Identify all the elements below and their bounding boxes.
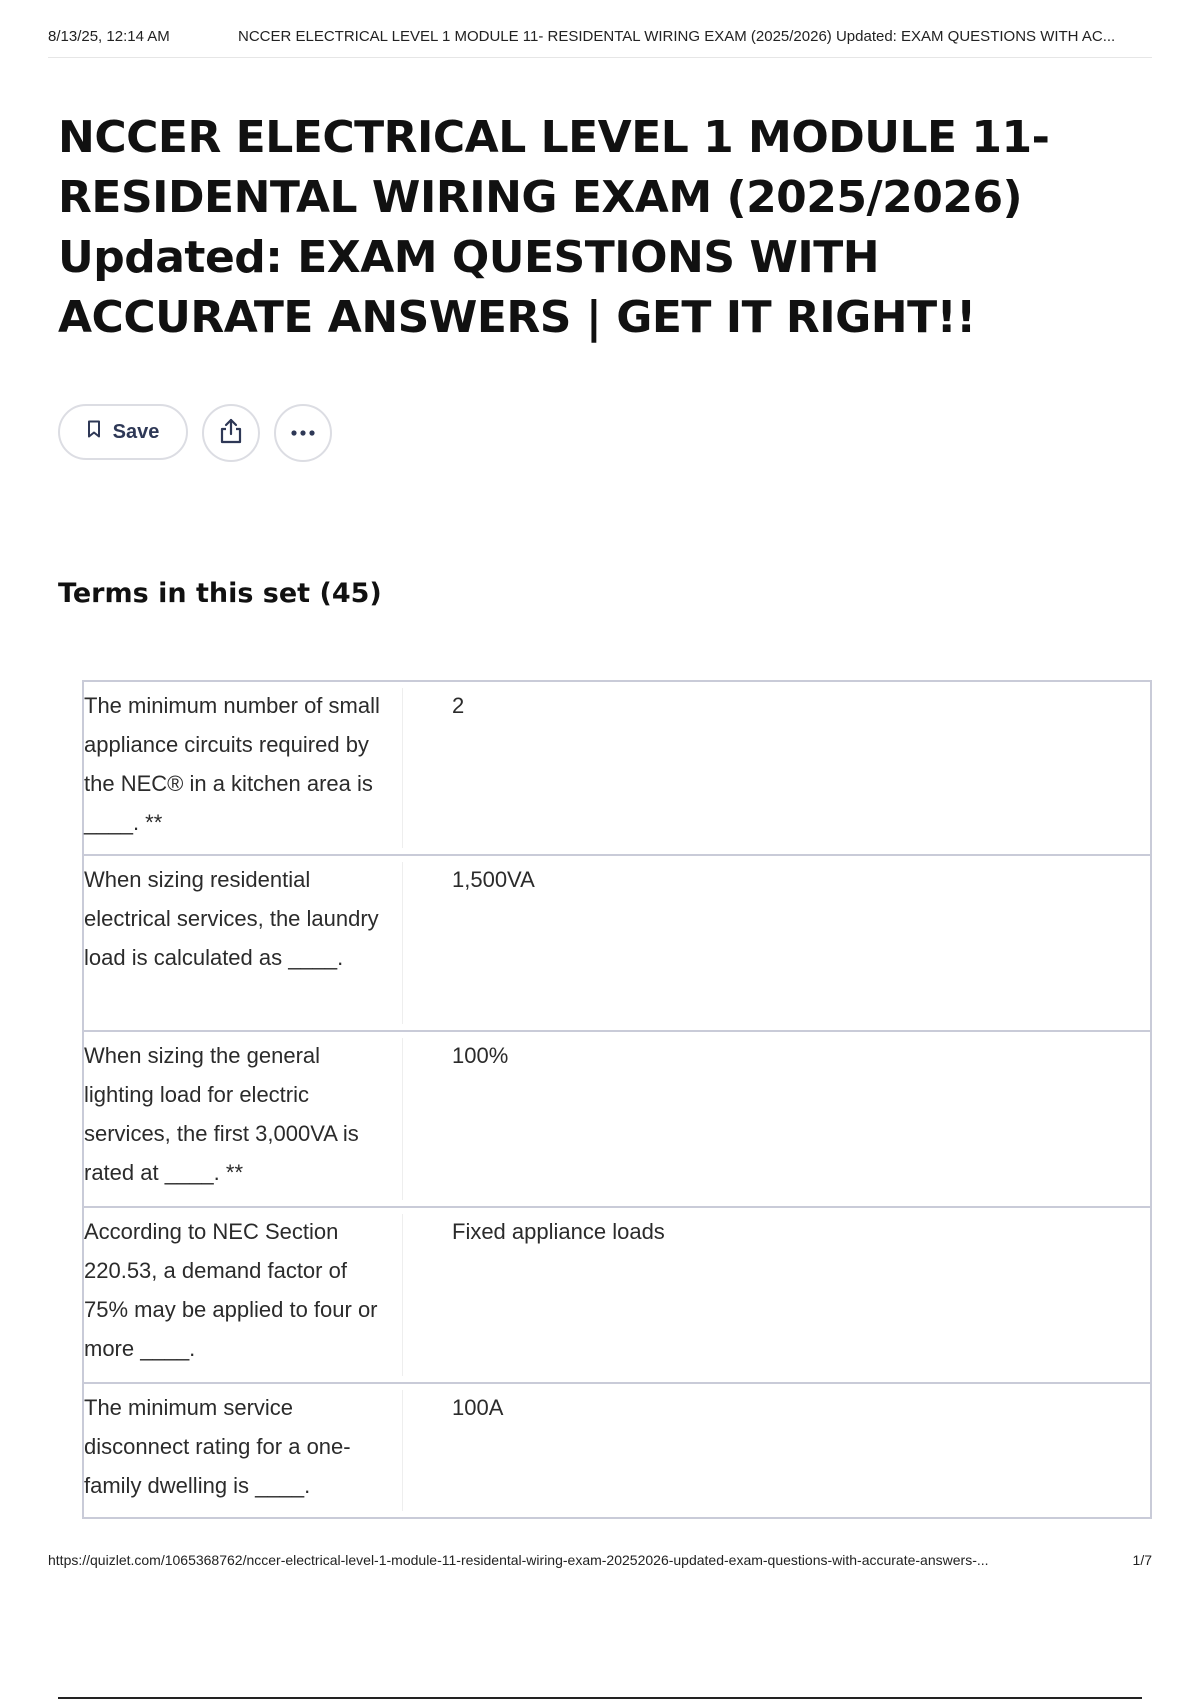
save-label: Save: [112, 420, 160, 443]
terms-list: [82, 680, 1152, 1519]
bookmark-icon: [87, 420, 101, 444]
page-bottom-divider: [58, 1697, 1142, 1699]
term-card: [82, 1032, 1152, 1208]
definition-text: 100%: [452, 1043, 509, 1068]
print-header: [48, 28, 1152, 50]
definition-text: 100A: [452, 1395, 504, 1420]
card-divider: [402, 1038, 403, 1200]
term-card: [82, 1208, 1152, 1384]
more-options-button[interactable]: [274, 404, 332, 462]
print-doc-title: NCCER ELECTRICAL LEVEL 1 MODULE 11- RESIDENTAL WIRING EXAM (2025/2026) Updated: EXAM QUESTIONS WITH AC...: [238, 28, 1116, 45]
header-divider: [48, 57, 1152, 58]
terms-heading: Terms in this set (45): [58, 578, 382, 609]
term-text: The minimum number of small appliance circuits required by the NEC® in a kitchen area is ____. **: [84, 693, 380, 835]
definition-text: 2: [452, 693, 465, 718]
card-divider: [402, 1214, 403, 1376]
term-card: [82, 856, 1152, 1032]
save-button[interactable]: [58, 404, 188, 460]
term-text: The minimum service disconnect rating for a one-family dwelling is ____.: [84, 1395, 351, 1498]
share-icon: [218, 417, 244, 450]
share-button[interactable]: [202, 404, 260, 462]
print-url: https://quizlet.com/1065368762/nccer-electrical-level-1-module-11-residental-wiring-exam-20252026-updated-exam-questions-with-accurate-answers-...: [48, 1552, 989, 1568]
page-number: 1/7: [1132, 1552, 1152, 1568]
definition-text: Fixed appliance loads: [452, 1219, 665, 1244]
more-icon: [290, 424, 316, 442]
definition-text: 1,500VA: [452, 867, 535, 892]
print-date: 8/13/25, 12:14 AM: [48, 28, 170, 45]
page-title: NCCER ELECTRICAL LEVEL 1 MODULE 11- RESIDENTAL WIRING EXAM (2025/2026) Updated: EXAM QUESTIONS WITH ACCURATE ANSWERS | GET IT RIGHT!!: [58, 112, 1050, 343]
card-divider: [402, 862, 403, 1024]
print-footer: [48, 1552, 1152, 1574]
card-divider: [402, 688, 403, 848]
term-text: When sizing the general lighting load for electric services, the first 3,000VA is rated at ____. **: [84, 1043, 359, 1185]
term-text: When sizing residential electrical services, the laundry load is calculated as ____.: [84, 867, 379, 970]
term-card: [82, 680, 1152, 856]
card-divider: [402, 1390, 403, 1511]
term-card: [82, 1384, 1152, 1519]
term-text: According to NEC Section 220.53, a demand factor of 75% may be applied to four or more ____.: [84, 1219, 378, 1361]
